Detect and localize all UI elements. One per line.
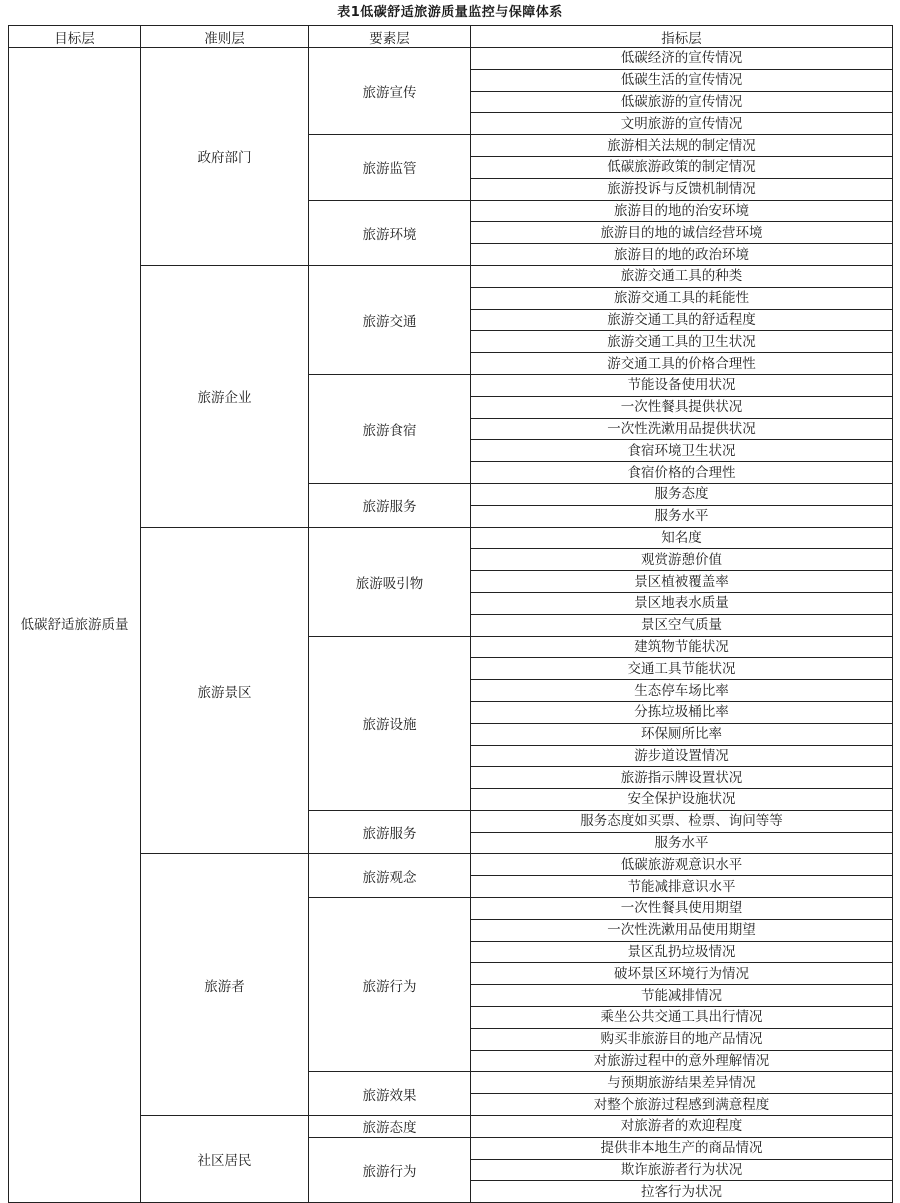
header-criteria-layer: 准则层 bbox=[141, 26, 309, 48]
indicator-layer-cell: 建筑物节能状况 bbox=[471, 636, 893, 658]
indicator-layer-cell: 观赏游憩价值 bbox=[471, 549, 893, 571]
indicator-layer-cell: 对旅游过程中的意外理解情况 bbox=[471, 1050, 893, 1072]
element-layer-cell: 旅游环境 bbox=[309, 200, 471, 265]
indicator-layer-cell: 旅游交通工具的舒适程度 bbox=[471, 309, 893, 331]
element-layer-cell: 旅游宣传 bbox=[309, 48, 471, 135]
indicator-layer-cell: 一次性餐具使用期望 bbox=[471, 898, 893, 920]
indicator-layer-cell: 景区空气质量 bbox=[471, 614, 893, 636]
table-row bbox=[9, 1116, 893, 1138]
indicator-layer-cell: 旅游投诉与反馈机制情况 bbox=[471, 178, 893, 200]
criteria-layer-cell: 社区居民 bbox=[141, 1116, 309, 1203]
indicator-layer-cell: 服务水平 bbox=[471, 505, 893, 527]
indicator-layer-cell: 服务水平 bbox=[471, 832, 893, 854]
indicator-layer-cell: 分拣垃圾桶比率 bbox=[471, 701, 893, 723]
element-layer-cell: 旅游服务 bbox=[309, 483, 471, 527]
indicator-layer-cell: 安全保护设施状况 bbox=[471, 789, 893, 811]
indicator-layer-cell: 与预期旅游结果差异情况 bbox=[471, 1072, 893, 1094]
element-layer-cell: 旅游监管 bbox=[309, 135, 471, 200]
indicator-layer-cell: 对整个旅游过程感到满意程度 bbox=[471, 1094, 893, 1116]
criteria-layer-cell: 旅游企业 bbox=[141, 265, 309, 527]
indicator-layer-cell: 旅游目的地的治安环境 bbox=[471, 200, 893, 222]
element-layer-cell: 旅游服务 bbox=[309, 810, 471, 854]
criteria-layer-cell: 旅游者 bbox=[141, 854, 309, 1116]
indicator-layer-cell: 景区地表水质量 bbox=[471, 592, 893, 614]
indicator-layer-cell: 低碳生活的宣传情况 bbox=[471, 69, 893, 91]
indicator-layer-cell: 旅游目的地的政治环境 bbox=[471, 244, 893, 266]
table-body bbox=[9, 48, 893, 1203]
indicator-layer-cell: 低碳旅游观意识水平 bbox=[471, 854, 893, 876]
indicator-layer-cell: 节能设备使用状况 bbox=[471, 374, 893, 396]
table-row bbox=[9, 48, 893, 70]
table-title: 表1低碳舒适旅游质量监控与保障体系 bbox=[337, 5, 563, 20]
header-goal-layer: 目标层 bbox=[9, 26, 141, 48]
indicator-layer-cell: 节能减排意识水平 bbox=[471, 876, 893, 898]
indicator-layer-cell: 环保厕所比率 bbox=[471, 723, 893, 745]
indicator-layer-cell: 旅游交通工具的种类 bbox=[471, 265, 893, 287]
indicator-layer-cell: 低碳旅游的宣传情况 bbox=[471, 91, 893, 113]
indicator-layer-cell: 欺诈旅游者行为状况 bbox=[471, 1159, 893, 1181]
indicator-layer-cell: 服务态度 bbox=[471, 483, 893, 505]
element-layer-cell: 旅游行为 bbox=[309, 898, 471, 1072]
header-indicator-layer: 指标层 bbox=[471, 26, 893, 48]
element-layer-cell: 旅游吸引物 bbox=[309, 527, 471, 636]
indicator-layer-cell: 景区植被覆盖率 bbox=[471, 571, 893, 593]
indicator-layer-cell: 旅游交通工具的耗能性 bbox=[471, 287, 893, 309]
element-layer-cell: 旅游观念 bbox=[309, 854, 471, 898]
indicator-layer-cell: 购买非旅游目的地产品情况 bbox=[471, 1028, 893, 1050]
indicator-layer-cell: 一次性餐具提供状况 bbox=[471, 396, 893, 418]
header-element-layer: 要素层 bbox=[309, 26, 471, 48]
indicator-layer-cell: 一次性洗漱用品提供状况 bbox=[471, 418, 893, 440]
indicator-layer-cell: 食宿价格的合理性 bbox=[471, 462, 893, 484]
table-row bbox=[9, 854, 893, 876]
indicator-layer-cell: 文明旅游的宣传情况 bbox=[471, 113, 893, 135]
indicator-layer-cell: 旅游相关法规的制定情况 bbox=[471, 135, 893, 157]
indicator-layer-cell: 对旅游者的欢迎程度 bbox=[471, 1116, 893, 1138]
indicator-layer-cell: 生态停车场比率 bbox=[471, 680, 893, 702]
indicator-layer-cell: 游步道设置情况 bbox=[471, 745, 893, 767]
indicator-layer-cell: 旅游交通工具的卫生状况 bbox=[471, 331, 893, 353]
indicator-layer-cell: 提供非本地生产的商品情况 bbox=[471, 1137, 893, 1159]
element-layer-cell: 旅游交通 bbox=[309, 265, 471, 374]
indicator-layer-cell: 食宿环境卫生状况 bbox=[471, 440, 893, 462]
element-layer-cell: 旅游设施 bbox=[309, 636, 471, 810]
element-layer-cell: 旅游态度 bbox=[309, 1116, 471, 1138]
indicator-layer-cell: 游交通工具的价格合理性 bbox=[471, 353, 893, 375]
indicator-layer-cell: 低碳旅游政策的制定情况 bbox=[471, 156, 893, 178]
element-layer-cell: 旅游行为 bbox=[309, 1137, 471, 1202]
indicator-layer-cell: 节能减排情况 bbox=[471, 985, 893, 1007]
table-row bbox=[9, 265, 893, 287]
indicator-layer-cell: 服务态度如买票、检票、询问等等 bbox=[471, 810, 893, 832]
element-layer-cell: 旅游效果 bbox=[309, 1072, 471, 1116]
indicator-layer-cell: 知名度 bbox=[471, 527, 893, 549]
element-layer-cell: 旅游食宿 bbox=[309, 374, 471, 483]
indicator-layer-cell: 破坏景区环境行为情况 bbox=[471, 963, 893, 985]
indicator-layer-cell: 交通工具节能状况 bbox=[471, 658, 893, 680]
indicator-layer-cell: 低碳经济的宣传情况 bbox=[471, 48, 893, 70]
indicator-layer-cell: 乘坐公共交通工具出行情况 bbox=[471, 1007, 893, 1029]
indicator-layer-cell: 拉客行为状况 bbox=[471, 1181, 893, 1203]
criteria-layer-cell: 政府部门 bbox=[141, 48, 309, 266]
indicator-layer-cell: 一次性洗漱用品使用期望 bbox=[471, 919, 893, 941]
indicator-layer-cell: 旅游目的地的诚信经营环境 bbox=[471, 222, 893, 244]
quality-system-table bbox=[8, 25, 893, 1203]
goal-layer-cell: 低碳舒适旅游质量 bbox=[9, 48, 141, 1203]
table-row bbox=[9, 527, 893, 549]
table-header-row bbox=[9, 26, 893, 48]
criteria-layer-cell: 旅游景区 bbox=[141, 527, 309, 854]
indicator-layer-cell: 景区乱扔垃圾情况 bbox=[471, 941, 893, 963]
indicator-layer-cell: 旅游指示牌设置状况 bbox=[471, 767, 893, 789]
